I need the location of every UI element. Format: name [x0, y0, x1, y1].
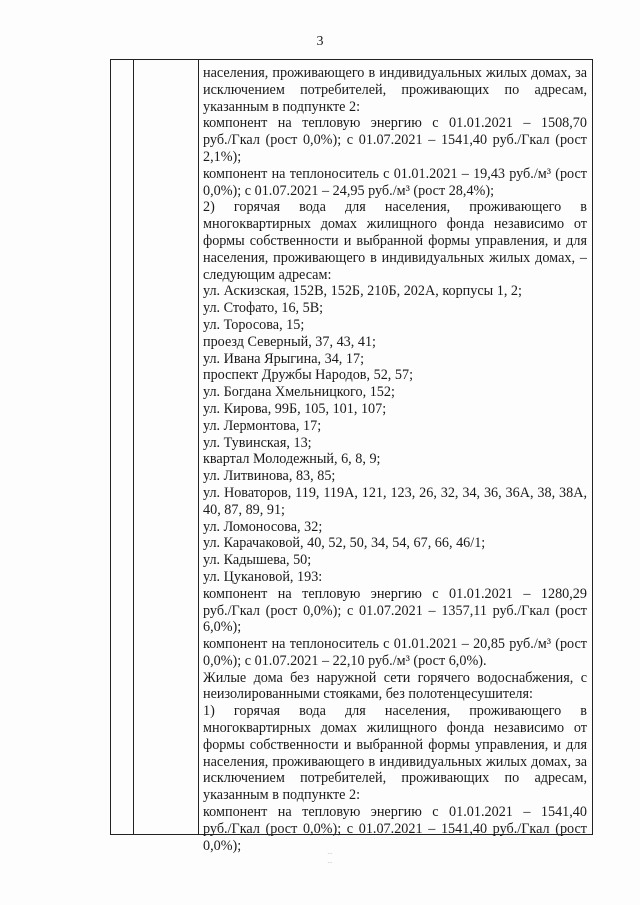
text-line: ул. Цукановой, 193: [203, 568, 323, 585]
text-line: формы собственности и выбранной формы управления, и для [203, 232, 587, 249]
text-line: руб./Гкал (рост 0,0%); с 01.07.2021 – 1541,40 руб./Гкал (рост [203, 820, 587, 837]
text-line: исключением потребителей, проживающих по адресам, [203, 81, 587, 98]
text-line: ул. Тувинская, 13; [203, 434, 312, 451]
text-line: 6,0%); [203, 619, 242, 636]
text-line: 2) горячая вода для населения, проживающего в [203, 199, 587, 216]
text-line: формы собственности и выбранной формы управления, и для [203, 736, 587, 753]
text-line: 2,1%); [203, 148, 242, 165]
text-line: руб./Гкал (рост 0,0%); с 01.07.2021 – 1357,11 руб./Гкал (рост [203, 602, 587, 619]
text-line: 0,0%); с 01.07.2021 – 22,10 руб./м³ (рост 6,0%). [203, 652, 487, 669]
text-line: указанным в подпункте 2: [203, 98, 361, 115]
text-line: проспект Дружбы Народов, 52, 57; [203, 367, 414, 384]
text-line: населения, проживающего в индивидуальных жилых домах, за [203, 65, 587, 81]
text-line: компонент на теплоноситель с 01.01.2021 – 20,85 руб./м³ (рост [203, 636, 587, 653]
text-line: проезд Северный, 37, 43, 41; [203, 333, 376, 350]
text-line: ул. Богдана Хмельницкого, 152; [203, 384, 395, 401]
text-line: 1) горячая вода для населения, проживающего в [203, 703, 587, 720]
tariff-description-cell [203, 65, 587, 854]
text-line: ул. Ломоносова, 32; [203, 518, 323, 535]
text-line: ул. Карачаковой, 40, 52, 50, 34, 54, 67, 66, 46/1; [203, 535, 486, 552]
text-line: 40, 87, 89, 91; [203, 501, 285, 518]
text-line: ул. Кирова, 99Б, 105, 101, 107; [203, 400, 387, 417]
text-line: ул. Литвинова, 83, 85; [203, 468, 336, 485]
text-line: следующим адресам: [203, 266, 332, 283]
text-line: ул. Лермонтова, 17; [203, 417, 322, 434]
tariff-table [110, 59, 593, 854]
text-line: руб./Гкал (рост 0,0%); с 01.07.2021 – 1541,40 руб./Гкал (рост [203, 132, 587, 149]
text-line: ул. Кадышева, 50; [203, 552, 312, 569]
text-line: многоквартирных домах жилищного фонда независимо от [203, 720, 587, 737]
text-line: ул. Ивана Ярыгина, 34, 17; [203, 350, 365, 367]
text-line: 0,0%); с 01.07.2021 – 24,95 руб./м³ (рост 28,4%); [203, 182, 495, 199]
faint-footer-stamp [300, 848, 360, 866]
text-line: неизолированными стояками, без полотенцесушителя: [203, 686, 533, 703]
text-line: населения, проживающего в индивидуальных жилых домах, за [203, 753, 587, 770]
text-line: Жилые дома без наружной сети горячего водоснабжения, с [203, 669, 587, 686]
footer-stamp-line: ... [327, 848, 333, 856]
text-line: компонент на теплоноситель с 01.01.2021 – 19,43 руб./м³ (рост [203, 165, 587, 182]
table-column-divider-1 [133, 60, 134, 834]
text-line: ул. Новаторов, 119, 119А, 121, 123, 26, 32, 34, 36, 36А, 38, 38А, [203, 484, 587, 501]
text-line: 0,0%); [203, 837, 242, 854]
text-line: ул. Стофато, 16, 5В; [203, 300, 324, 317]
text-line: многоквартирных домах жилищного фонда независимо от [203, 216, 587, 233]
footer-stamp-line: ... [327, 857, 333, 865]
text-line: компонент на тепловую энергию с 01.01.2021 – 1508,70 [203, 115, 587, 132]
text-line: ул. Аскизская, 152В, 152Б, 210Б, 202А, корпусы 1, 2; [203, 283, 522, 300]
table-column-divider-2 [198, 60, 199, 834]
text-line: указанным в подпункте 2: [203, 787, 361, 804]
text-line: населения, проживающего в индивидуальных жилых домах, – [203, 249, 587, 266]
text-line: компонент на тепловую энергию с 01.01.2021 – 1541,40 [203, 804, 587, 821]
text-line: исключением потребителей, проживающих по адресам, [203, 770, 587, 787]
text-line: ул. Торосова, 15; [203, 316, 305, 333]
text-line: компонент на тепловую энергию с 01.01.2021 – 1280,29 [203, 585, 587, 602]
text-line: квартал Молодежный, 6, 8, 9; [203, 451, 381, 468]
page-number: 3 [316, 34, 324, 49]
